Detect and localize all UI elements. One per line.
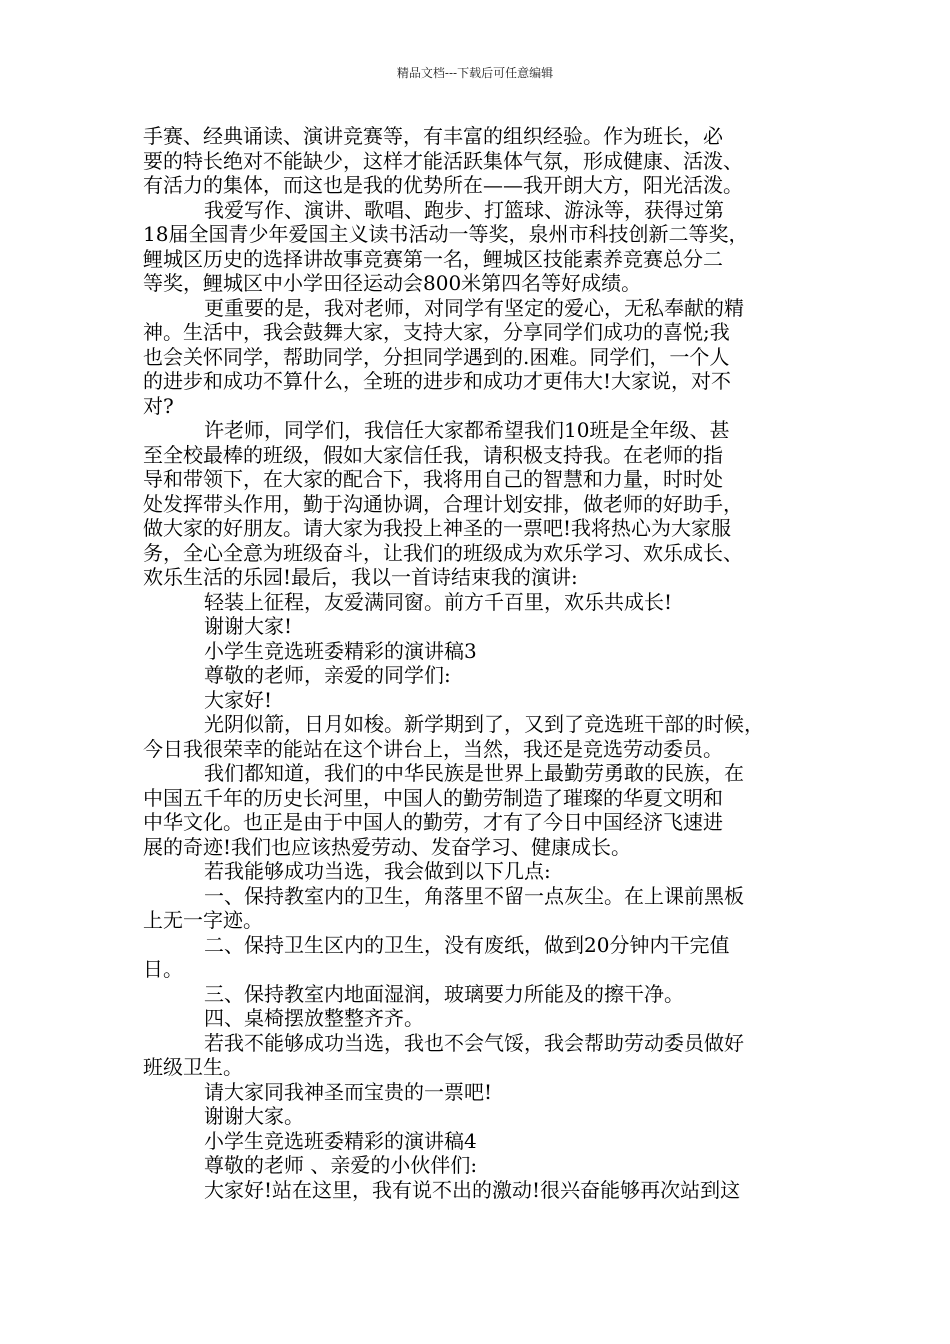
text-line: 对? <box>143 393 174 418</box>
text-line: 有活力的集体，而这也是我的优势所在——我开朗大方，阳光活泼。 <box>143 173 743 197</box>
text-line: 做大家的好朋友。请大家为我投上神圣的一票吧!我将热心为大家服 <box>143 516 732 540</box>
text-line: 等奖，鲤城区中小学田径运动会800米第四名等好成绩。 <box>143 271 642 295</box>
text-line: 也会关怀同学，帮助同学，分担同学遇到的.困难。同学们，一个人 <box>143 344 730 369</box>
text-line: 要的特长绝对不能缺少，这样才能活跃集体气氛，形成健康、活泼、 <box>143 148 743 173</box>
text-line: 尊敬的老师，亲爱的同学们: <box>204 663 451 687</box>
text-line: 三、保持教室内地面湿润，玻璃要力所能及的擦干净。 <box>204 981 684 1006</box>
text-line: 大家好!站在这里，我有说不出的激动!很兴奋能够再次站到这 <box>204 1177 741 1202</box>
text-line: 中华文化。也正是由于中国人的勤劳，才有了今日中国经济飞速进 <box>143 810 723 834</box>
text-line: 谢谢大家! <box>204 614 293 638</box>
text-line: 我们都知道，我们的中华民族是世界上最勤劳勇敢的民族，在 <box>204 761 744 785</box>
text-line: 导和带领下，在大家的配合下，我将用自己的智慧和力量，时时处 <box>143 467 723 491</box>
text-line: 轻装上征程，友爱满同窗。前方千百里，欢乐共成长! <box>204 589 673 614</box>
text-line: 展的奇迹!我们也应该热爱劳动、发奋学习、健康成长。 <box>143 834 632 859</box>
text-line: 中国五千年的历史长河里，中国人的勤劳制造了璀璨的华夏文明和 <box>143 785 723 810</box>
text-line: 日。 <box>143 957 183 981</box>
text-line: 二、保持卫生区内的卫生，没有废纸，做到20分钟内干完值 <box>204 932 730 957</box>
text-line: 班级卫生。 <box>143 1055 243 1079</box>
text-line: 务，全心全意为班级奋斗，让我们的班级成为欢乐学习、欢乐成长、 <box>143 540 743 565</box>
document-body <box>143 124 808 1202</box>
text-line: 欢乐生活的乐园!最后，我以一首诗结束我的演讲: <box>143 565 578 589</box>
text-line: 四、桌椅摆放整整齐齐。 <box>204 1006 424 1030</box>
page-header: 精品文档---下载后可任意编辑 <box>396 66 554 80</box>
text-line: 神。生活中，我会鼓舞大家，支持大家，分享同学们成功的喜悦;我 <box>143 320 730 344</box>
text-line: 我爱写作、演讲、歌唱、跑步、打篮球、游泳等，获得过第 <box>204 197 724 222</box>
text-line: 大家好! <box>204 687 273 712</box>
text-line: 小学生竞选班委精彩的演讲稿3 <box>204 638 477 663</box>
text-line: 许老师，同学们，我信任大家都希望我们10班是全年级、甚 <box>204 418 730 442</box>
text-line: 更重要的是，我对老师，对同学有坚定的爱心，无私奉献的精 <box>204 295 744 320</box>
text-line: 处发挥带头作用，勤于沟通协调，合理计划安排，做老师的好助手， <box>143 491 743 516</box>
text-line: 一、保持教室内的卫生，角落里不留一点灰尘。在上课前黑板 <box>204 883 744 908</box>
text-line: 小学生竞选班委精彩的演讲稿4 <box>204 1128 477 1153</box>
text-line: 鲤城区历史的选择讲故事竞赛第一名，鲤城区技能素养竞赛总分二 <box>143 246 723 271</box>
text-line: 18届全国青少年爱国主义读书活动一等奖，泉州市科技创新二等奖， <box>143 222 749 246</box>
text-line: 的进步和成功不算什么，全班的进步和成功才更伟大!大家说，对不 <box>143 369 732 393</box>
text-line: 手赛、经典诵读、演讲竞赛等，有丰富的组织经验。作为班长，必 <box>143 124 723 148</box>
text-line: 至全校最棒的班级，假如大家信任我，请积极支持我。在老师的指 <box>143 442 723 467</box>
text-line: 若我能够成功当选，我会做到以下几点: <box>204 859 551 883</box>
text-line: 谢谢大家。 <box>204 1104 304 1128</box>
text-line: 尊敬的老师 、亲爱的小伙伴们: <box>204 1153 478 1177</box>
text-line: 若我不能够成功当选，我也不会气馁，我会帮助劳动委员做好 <box>204 1030 744 1055</box>
text-line: 今日我很荣幸的能站在这个讲台上，当然，我还是竞选劳动委员。 <box>143 736 723 761</box>
text-line: 请大家同我神圣而宝贵的一票吧! <box>204 1079 493 1104</box>
text-line: 光阴似箭，日月如梭。新学期到了，又到了竞选班干部的时候， <box>204 712 764 736</box>
text-line: 上无一字迹。 <box>143 908 263 932</box>
